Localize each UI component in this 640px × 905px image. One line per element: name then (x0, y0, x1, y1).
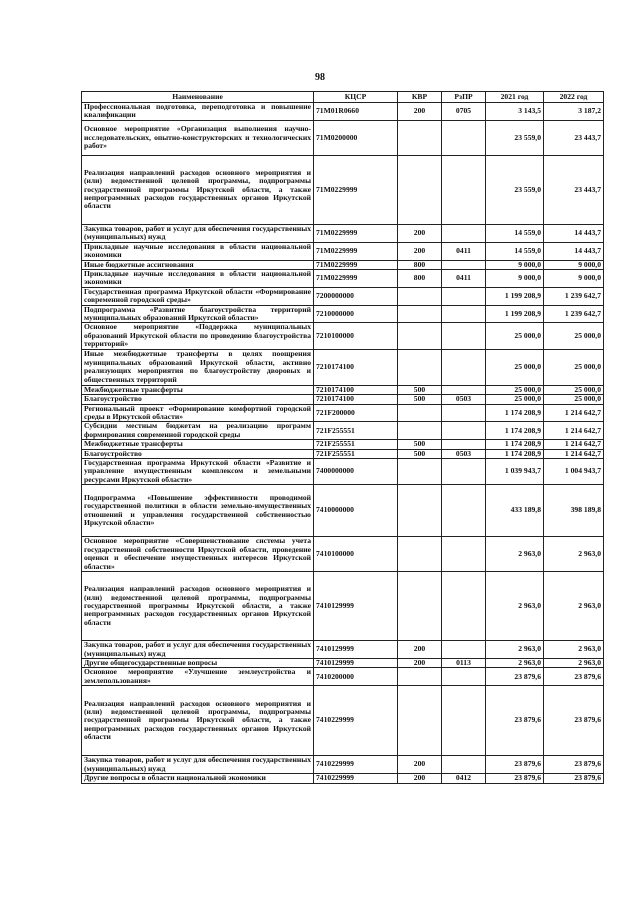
cell-kcsr: 7410100000 (314, 537, 398, 572)
cell-kcsr: 7410229999 (314, 686, 398, 756)
cell-2021: 1 199 208,9 (486, 287, 544, 305)
cell-rzpr (442, 440, 486, 449)
table-row (82, 305, 604, 323)
cell-rzpr (442, 641, 486, 659)
cell-kvr (398, 305, 442, 323)
cell-kvr: 200 (398, 242, 442, 260)
cell-2021: 2 963,0 (486, 658, 544, 667)
cell-rzpr: 0503 (442, 449, 486, 458)
cell-name: Реализация направлений расходов основного мероприятия и (или) ведомственной целевой программы, подпрограммы государственной программы Иркутской области, а также непрограммных расходов государственных органов Иркутской области (82, 155, 314, 224)
cell-name: Закупка товаров, работ и услуг для обеспечения государственных (муниципальных) нужд (82, 224, 314, 242)
cell-kvr: 800 (398, 270, 442, 288)
cell-kcsr: 7410129999 (314, 658, 398, 667)
cell-name: Межбюджетные трансферты (82, 440, 314, 449)
table-row (82, 774, 604, 783)
cell-2022: 2 963,0 (544, 537, 604, 572)
cell-name: Закупка товаров, работ и услуг для обеспечения государственных (муниципальных) нужд (82, 756, 314, 774)
cell-kvr: 200 (398, 103, 442, 121)
cell-2022: 25 000,0 (544, 385, 604, 394)
table-row (82, 287, 604, 305)
cell-kvr (398, 458, 442, 484)
cell-kvr (398, 485, 442, 537)
cell-rzpr (442, 686, 486, 756)
cell-2021: 1 199 208,9 (486, 305, 544, 323)
cell-2022: 1 214 642,7 (544, 422, 604, 440)
cell-2021: 3 143,5 (486, 103, 544, 121)
cell-2021: 25 000,0 (486, 395, 544, 404)
cell-kcsr: 7410129999 (314, 641, 398, 659)
cell-kcsr: 7410000000 (314, 485, 398, 537)
table-row (82, 686, 604, 756)
cell-rzpr (442, 305, 486, 323)
table-row (82, 422, 604, 440)
cell-name: Основное мероприятие «Совершенствование системы учета государственной собственности Иркутской области, проведение оценки и обеспечение имущественных интересов Иркутской области» (82, 537, 314, 572)
cell-kcsr: 71M0229999 (314, 260, 398, 269)
header-2022: 2022 год (544, 92, 604, 103)
cell-2022: 23 443,7 (544, 120, 604, 155)
cell-2022: 1 239 642,7 (544, 287, 604, 305)
cell-rzpr (442, 404, 486, 422)
cell-kvr (398, 686, 442, 756)
cell-2022: 9 000,0 (544, 270, 604, 288)
cell-kvr: 500 (398, 449, 442, 458)
table-row (82, 756, 604, 774)
cell-kvr (398, 349, 442, 385)
cell-kcsr: 7400000000 (314, 458, 398, 484)
cell-kvr: 200 (398, 658, 442, 667)
cell-name: Субсидии местным бюджетам на реализацию программ формирования современной городской среды (82, 422, 314, 440)
cell-2022: 25 000,0 (544, 323, 604, 349)
cell-kcsr: 7210100000 (314, 323, 398, 349)
cell-rzpr (442, 260, 486, 269)
cell-name: Иные межбюджетные трансферты в целях поощрения муниципальных образований Иркутской области, активно реализующих мероприятия по благоустройству дворовых и общественных территорий (82, 349, 314, 385)
cell-2022: 14 443,7 (544, 224, 604, 242)
cell-kvr (398, 668, 442, 686)
cell-2021: 14 559,0 (486, 242, 544, 260)
cell-2022: 25 000,0 (544, 395, 604, 404)
cell-rzpr (442, 422, 486, 440)
cell-name: Основное мероприятие «Поддержка муниципальных образований Иркутской области по проведению благоустройства территорий» (82, 323, 314, 349)
cell-kcsr: 71M0229999 (314, 270, 398, 288)
cell-2022: 14 443,7 (544, 242, 604, 260)
cell-2022: 1 214 642,7 (544, 440, 604, 449)
cell-kcsr: 7410229999 (314, 756, 398, 774)
header-kvr: КВР (398, 92, 442, 103)
cell-name: Межбюджетные трансферты (82, 385, 314, 394)
table-row (82, 641, 604, 659)
cell-2021: 2 963,0 (486, 537, 544, 572)
cell-2021: 23 879,6 (486, 668, 544, 686)
cell-rzpr (442, 537, 486, 572)
cell-2021: 2 963,0 (486, 572, 544, 641)
cell-name: Региональный проект «Формирование комфортной городской среды в Иркутской области» (82, 404, 314, 422)
cell-kcsr: 71M0200000 (314, 120, 398, 155)
cell-kvr: 200 (398, 224, 442, 242)
cell-name: Благоустройство (82, 395, 314, 404)
cell-kcsr: 721F255551 (314, 440, 398, 449)
cell-kvr (398, 404, 442, 422)
cell-kcsr: 71M0229999 (314, 242, 398, 260)
cell-2021: 9 000,0 (486, 270, 544, 288)
cell-kvr (398, 120, 442, 155)
cell-2021: 1 039 943,7 (486, 458, 544, 484)
cell-2022: 1 214 642,7 (544, 404, 604, 422)
cell-kvr: 200 (398, 641, 442, 659)
cell-rzpr (442, 756, 486, 774)
cell-rzpr: 0113 (442, 658, 486, 667)
cell-rzpr (442, 323, 486, 349)
cell-kvr (398, 422, 442, 440)
cell-kvr (398, 537, 442, 572)
cell-name: Основное мероприятие «Улучшение землеустройства и землепользования» (82, 668, 314, 686)
cell-kcsr: 7210174100 (314, 395, 398, 404)
cell-2022: 398 189,8 (544, 485, 604, 537)
cell-2022: 23 443,7 (544, 155, 604, 224)
cell-2022: 1 239 642,7 (544, 305, 604, 323)
cell-kcsr: 71M01R0660 (314, 103, 398, 121)
table-row (82, 323, 604, 349)
cell-kvr: 800 (398, 260, 442, 269)
cell-name: Основное мероприятие «Организация выполнения научно-исследовательских, опытно-конструкторских и технологических работ» (82, 120, 314, 155)
cell-2022: 2 963,0 (544, 572, 604, 641)
cell-kcsr: 71M0229999 (314, 155, 398, 224)
cell-name: Прикладные научные исследования в области национальной экономики (82, 242, 314, 260)
cell-kvr: 200 (398, 774, 442, 783)
cell-kvr: 200 (398, 756, 442, 774)
cell-kcsr: 721F200000 (314, 404, 398, 422)
table-header-row (82, 92, 604, 103)
cell-kcsr: 7210174100 (314, 349, 398, 385)
cell-name: Профессиональная подготовка, переподготовка и повышение квалификации (82, 103, 314, 121)
cell-name: Подпрограмма «Повышение эффективности проводимой государственной политики в области земельно-имущественных отношений и управления государственной собственностью Иркутской области» (82, 485, 314, 537)
cell-2021: 23 879,6 (486, 774, 544, 783)
cell-2021: 23 559,0 (486, 155, 544, 224)
cell-kcsr: 7200000000 (314, 287, 398, 305)
cell-2022: 25 000,0 (544, 349, 604, 385)
cell-kvr (398, 287, 442, 305)
cell-2021: 1 174 208,9 (486, 422, 544, 440)
header-rzpr: РзПР (442, 92, 486, 103)
cell-rzpr: 0412 (442, 774, 486, 783)
table-row (82, 485, 604, 537)
budget-table (81, 91, 604, 784)
table-row (82, 103, 604, 121)
table-row (82, 440, 604, 449)
table-row (82, 404, 604, 422)
cell-2022: 23 879,6 (544, 668, 604, 686)
table-row (82, 270, 604, 288)
cell-name: Государственная программа Иркутской области «Формирование современной городской среды» (82, 287, 314, 305)
cell-2022: 23 879,6 (544, 756, 604, 774)
cell-2021: 9 000,0 (486, 260, 544, 269)
cell-rzpr (442, 485, 486, 537)
cell-rzpr (442, 349, 486, 385)
cell-kvr: 500 (398, 440, 442, 449)
cell-rzpr (442, 287, 486, 305)
cell-2022: 2 963,0 (544, 641, 604, 659)
cell-name: Подпрограмма «Развитие благоустройства территорий муниципальных образований Иркутской области» (82, 305, 314, 323)
table-row (82, 349, 604, 385)
cell-2021: 14 559,0 (486, 224, 544, 242)
cell-name: Прикладные научные исследования в области национальной экономики (82, 270, 314, 288)
cell-2021: 25 000,0 (486, 349, 544, 385)
cell-kcsr: 71M0229999 (314, 224, 398, 242)
cell-rzpr: 0503 (442, 395, 486, 404)
cell-kcsr: 7410129999 (314, 572, 398, 641)
table-row (82, 242, 604, 260)
cell-rzpr (442, 458, 486, 484)
cell-rzpr (442, 572, 486, 641)
cell-rzpr (442, 120, 486, 155)
cell-name: Реализация направлений расходов основного мероприятия и (или) ведомственной целевой программы, подпрограммы государственной программы Иркутской области, а также непрограммных расходов государственных органов Иркутской области (82, 686, 314, 756)
cell-2021: 23 559,0 (486, 120, 544, 155)
cell-rzpr: 0705 (442, 103, 486, 121)
cell-2021: 25 000,0 (486, 385, 544, 394)
cell-2022: 23 879,6 (544, 774, 604, 783)
table-row (82, 224, 604, 242)
cell-2022: 23 879,6 (544, 686, 604, 756)
cell-kvr (398, 155, 442, 224)
cell-name: Благоустройство (82, 449, 314, 458)
header-kcsr: КЦСР (314, 92, 398, 103)
cell-2022: 9 000,0 (544, 260, 604, 269)
cell-2021: 1 174 208,9 (486, 449, 544, 458)
table-row (82, 395, 604, 404)
cell-name: Реализация направлений расходов основного мероприятия и (или) ведомственной целевой программы, подпрограммы государственной программы Иркутской области, а также непрограммных расходов государственных органов Иркутской области (82, 572, 314, 641)
header-name: Наименование (82, 92, 314, 103)
cell-name: Государственная программа Иркутской области «Развитие и управление имущественным комплексом и земельными ресурсами Иркутской области» (82, 458, 314, 484)
cell-2021: 1 174 208,9 (486, 404, 544, 422)
cell-kcsr: 721F255551 (314, 449, 398, 458)
cell-name: Другие общегосударственные вопросы (82, 658, 314, 667)
cell-name: Другие вопросы в области национальной экономики (82, 774, 314, 783)
cell-kvr (398, 572, 442, 641)
cell-kvr: 500 (398, 395, 442, 404)
cell-2022: 1 004 943,7 (544, 458, 604, 484)
cell-2021: 433 189,8 (486, 485, 544, 537)
cell-kvr (398, 323, 442, 349)
table-row (82, 668, 604, 686)
cell-2021: 1 174 208,9 (486, 440, 544, 449)
table-row (82, 458, 604, 484)
table-row (82, 572, 604, 641)
cell-2022: 3 187,2 (544, 103, 604, 121)
page-number: 98 (315, 72, 325, 83)
cell-kvr: 500 (398, 385, 442, 394)
cell-2021: 25 000,0 (486, 323, 544, 349)
header-2021: 2021 год (486, 92, 544, 103)
cell-2021: 23 879,6 (486, 756, 544, 774)
cell-kcsr: 7210174100 (314, 385, 398, 394)
cell-2022: 1 214 642,7 (544, 449, 604, 458)
cell-rzpr (442, 668, 486, 686)
cell-rzpr (442, 224, 486, 242)
cell-kcsr: 721F255551 (314, 422, 398, 440)
table-row (82, 537, 604, 572)
cell-rzpr: 0411 (442, 270, 486, 288)
cell-2021: 23 879,6 (486, 686, 544, 756)
table-row (82, 120, 604, 155)
cell-name: Закупка товаров, работ и услуг для обеспечения государственных (муниципальных) нужд (82, 641, 314, 659)
cell-kcsr: 7410229999 (314, 774, 398, 783)
cell-kcsr: 7410200000 (314, 668, 398, 686)
cell-rzpr (442, 155, 486, 224)
cell-2022: 2 963,0 (544, 658, 604, 667)
cell-rzpr: 0411 (442, 242, 486, 260)
cell-name: Иные бюджетные ассигнования (82, 260, 314, 269)
table-row (82, 155, 604, 224)
cell-kcsr: 7210000000 (314, 305, 398, 323)
cell-2021: 2 963,0 (486, 641, 544, 659)
